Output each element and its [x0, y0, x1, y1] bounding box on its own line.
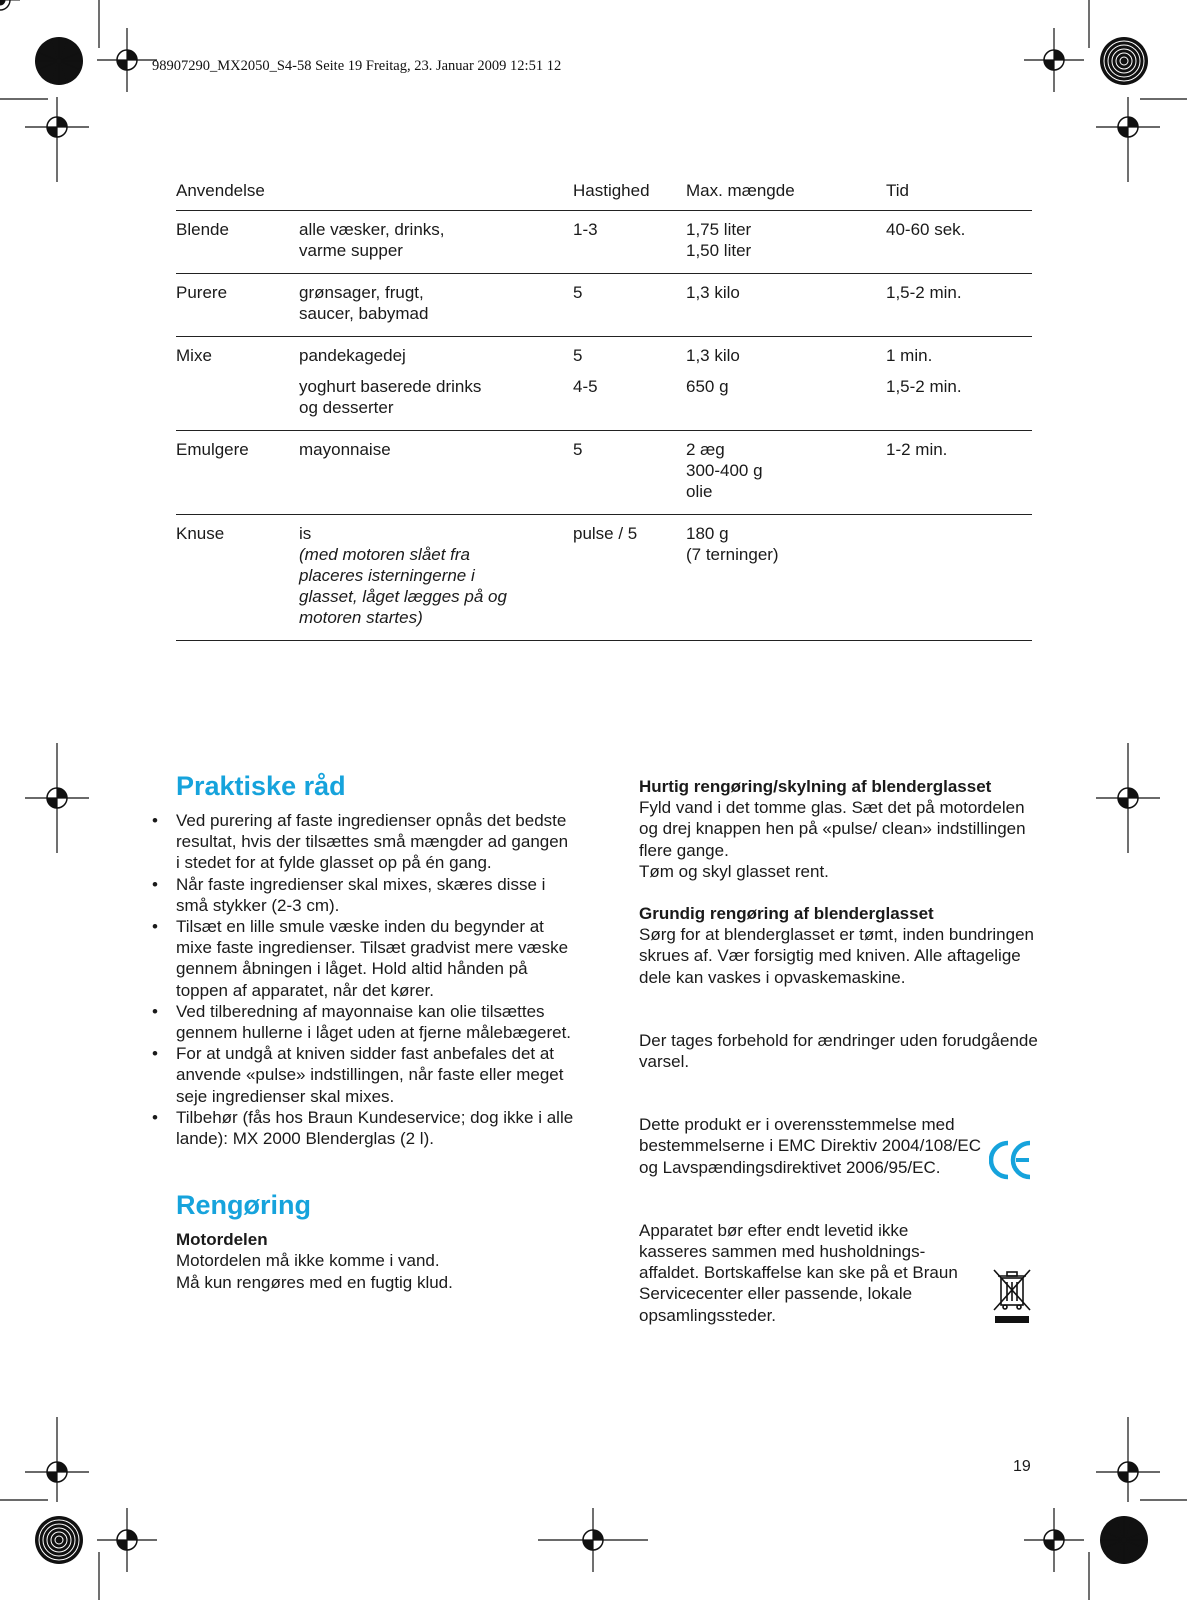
motor-line: Motordelen må ikke komme i vand.	[176, 1251, 440, 1271]
left-column	[176, 770, 576, 1293]
cell-speed: pulse / 5	[573, 515, 686, 641]
registration-cross-icon	[0, 0, 20, 10]
table-row	[176, 515, 1032, 641]
cell-amount: 1,3 kilo	[686, 346, 740, 365]
cell-amount: 2 æg 300-400 g olie	[686, 431, 886, 515]
cell-time: 1,5-2 min.	[886, 366, 1032, 431]
table-row	[176, 366, 1032, 431]
list-item: • For at undgå at kniven sidder fast anbefales det at anvende «pulse» indstillingen, når faste eller meget seje ingredienser skal mixes.	[176, 1043, 576, 1107]
list-item: • Ved purering af faste ingredienser opnås det bedste resultat, hvis der tilsættes små mængder ad gangen i stedet for at fylde glasset op på én gang.	[176, 810, 576, 874]
print-header: 98907290_MX2050_S4-58 Seite 19 Freitag, 23. Januar 2009 12:51 12	[152, 58, 562, 74]
cell-items: pandekagedej	[299, 346, 406, 365]
cell-items: grønsager, frugt, saucer, babymad	[299, 274, 573, 337]
tips-title: Praktiske råd	[176, 771, 346, 801]
cleaning-title: Rengøring	[176, 1190, 311, 1221]
usage-table	[176, 180, 1032, 641]
compliance-text: Dette produkt er i overensstemmelse med bestemmelserne i EMC Direktiv 2004/108/EC og Lavspændingsdirektivet 2006/95/EC.	[639, 1115, 982, 1177]
quick-clean-text: Fyld vand i det tomme glas. Sæt det på motordelen og drej knappen hen på «pulse/ clean» indstillingen flere gange.	[639, 798, 1026, 860]
disclaimer: Der tages forbehold for ændringer uden forudgående varsel.	[639, 1030, 1038, 1072]
quick-clean-heading: Hurtig rengøring/skylning af blenderglasset	[639, 777, 992, 796]
cell-application: Mixe	[176, 346, 212, 365]
cell-time: 1 min.	[886, 346, 933, 365]
header-application: Anvendelse	[176, 180, 299, 211]
quick-clean-section	[639, 776, 1039, 882]
table-row	[176, 211, 1032, 274]
cell-items: is (med motoren slået fra placeres isterningerne i glasset, låget lægges på og motoren startes)	[299, 515, 573, 641]
crossed-bin-icon	[992, 1268, 1032, 1326]
cell-speed: 5	[573, 431, 686, 515]
motor-section	[176, 1229, 576, 1293]
ce-mark-icon	[989, 1140, 1033, 1180]
list-item: • Tilbehør (fås hos Braun Kundeservice; dog ikke i alle lande): MX 2000 Blenderglas (2 l).	[176, 1107, 576, 1149]
cell-application: Purere	[176, 274, 299, 337]
cell-speed: 4-5	[573, 366, 686, 431]
disposal-text: Apparatet bør efter endt levetid ikke kasseres sammen med husholdnings-affaldet. Bortskaffelse kan ske på et Braun Servicecenter eller passende, lokale opsamlingssteder.	[639, 1220, 958, 1325]
cell-time: 1,5-2 min.	[886, 274, 1032, 337]
list-item: • Ved tilberedning af mayonnaise kan olie tilsættes gennem hullerne i låget uden at fjerne målebægeret.	[176, 1001, 576, 1043]
table-row	[176, 337, 1032, 367]
right-column	[639, 776, 1039, 1326]
cell-time: 40-60 sek.	[886, 211, 1032, 274]
motor-line: Må kun rengøres med en fugtig klud.	[176, 1272, 453, 1292]
cell-amount: 650 g	[686, 366, 886, 431]
tips-list	[176, 810, 576, 1149]
thorough-clean-heading: Grundig rengøring af blenderglasset	[639, 904, 934, 924]
cell-amount: 1,75 liter 1,50 liter	[686, 211, 886, 274]
cell-application: Blende	[176, 211, 299, 274]
table-header-row	[176, 180, 1032, 211]
table-row	[176, 431, 1032, 515]
header-items	[299, 180, 573, 211]
cell-time	[886, 515, 1032, 641]
cell-application: Emulgere	[176, 431, 299, 515]
cell-items: alle væsker, drinks, varme supper	[299, 211, 573, 274]
page-number: 19	[1013, 1458, 1031, 1475]
thorough-clean-text: Sørg for at blenderglasset er tømt, inden bundringen skrues af. Vær forsigtig med kniven. Alle aftagelige dele kan vaskes i opvaskemaskine.	[639, 925, 1034, 987]
cell-amount: 180 g (7 terninger)	[686, 515, 886, 641]
thorough-clean-section	[639, 903, 1039, 988]
table-row	[176, 274, 1032, 337]
cell-speed: 5	[573, 274, 686, 337]
cell-application: Knuse	[176, 515, 299, 641]
motor-heading: Motordelen	[176, 1230, 268, 1250]
cell-speed: 5	[573, 346, 583, 365]
cell-application	[176, 366, 299, 431]
cell-amount: 1,3 kilo	[686, 274, 886, 337]
quick-clean-text-2: Tøm og skyl glasset rent.	[639, 861, 829, 881]
cell-time: 1-2 min.	[886, 431, 1032, 515]
cell-speed: 1-3	[573, 211, 686, 274]
list-item: • Tilsæt en lille smule væske inden du begynder at mixe faste ingredienser. Tilsæt gradvist mere væske gennem åbningen i låget. Hold altid hånden på toppen af apparatet, når det kører.	[176, 916, 576, 1001]
cell-items: yoghurt baserede drinks og desserter	[299, 366, 573, 431]
header-time: Tid	[886, 180, 1032, 211]
list-item: • Når faste ingredienser skal mixes, skæres disse i små stykker (2-3 cm).	[176, 874, 576, 916]
header-amount: Max. mængde	[686, 180, 886, 211]
cell-items: mayonnaise	[299, 431, 573, 515]
header-speed: Hastighed	[573, 180, 686, 211]
